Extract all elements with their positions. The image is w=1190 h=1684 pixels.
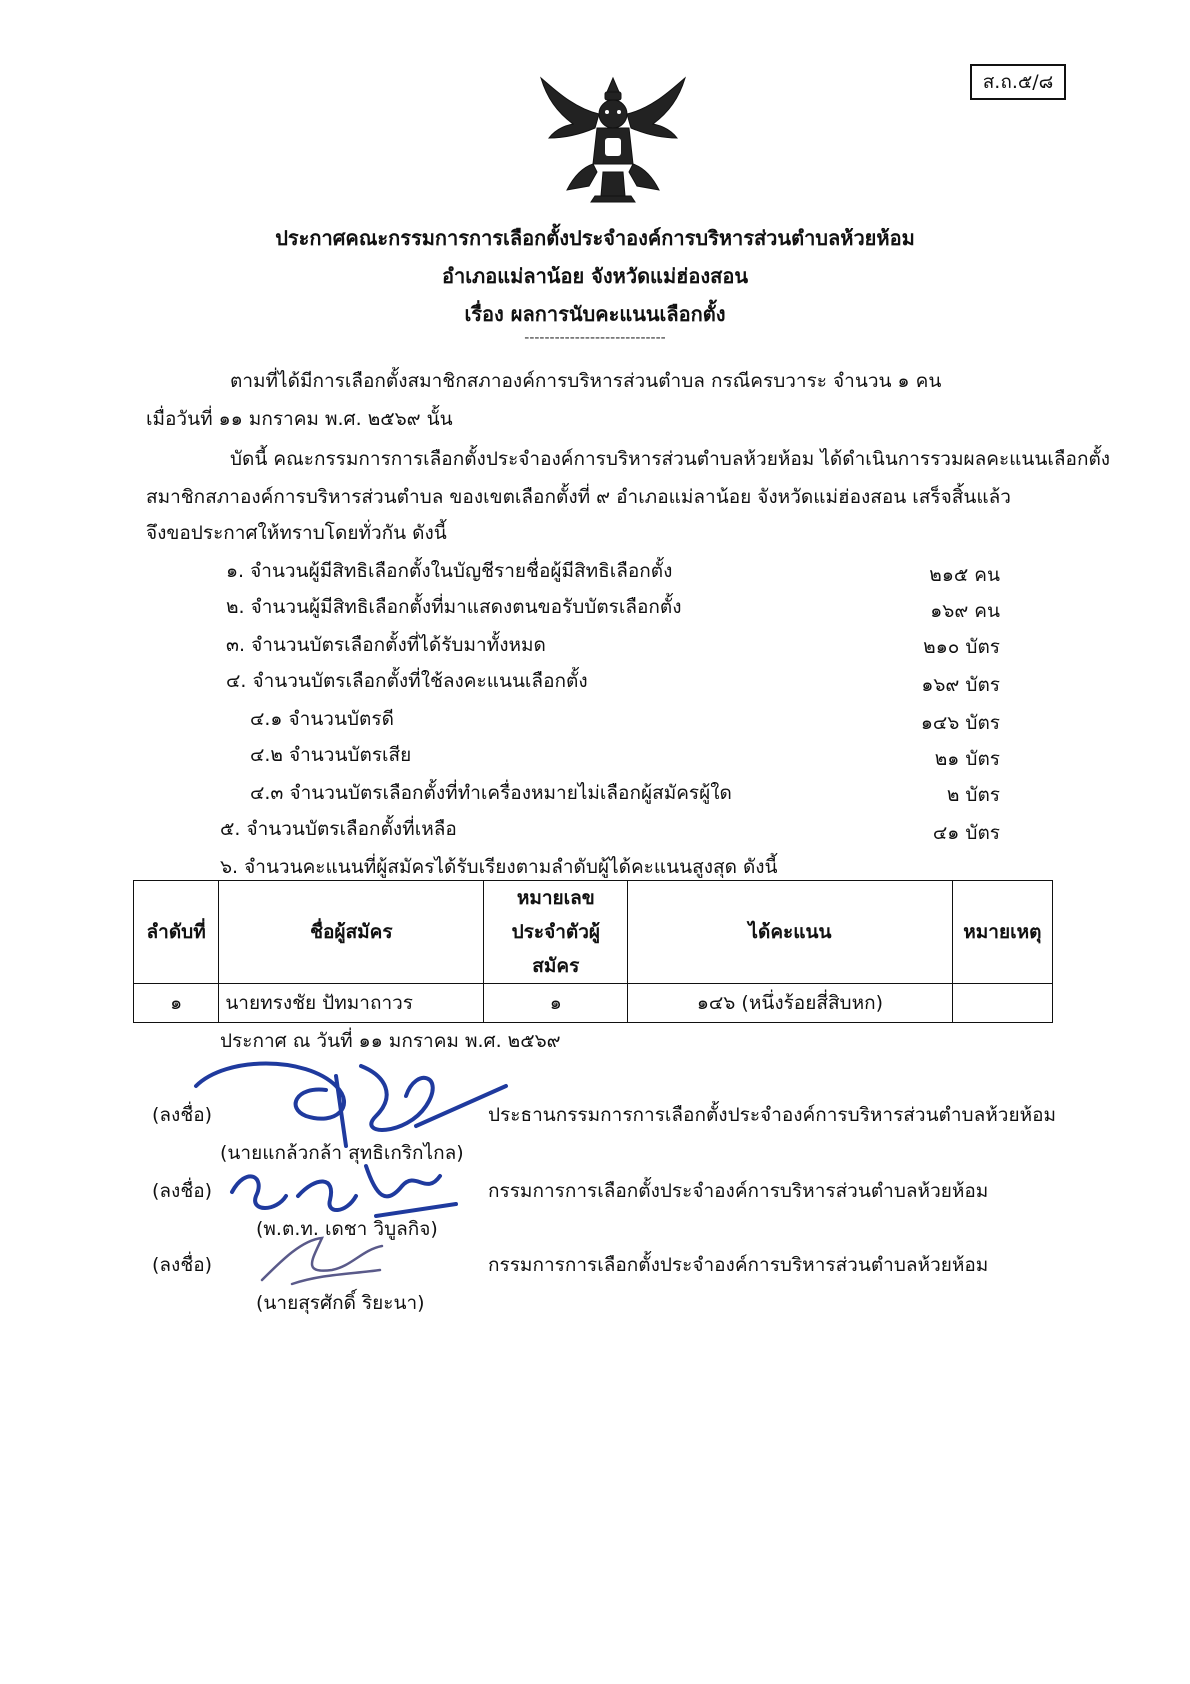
list-item-value: ๒๑ บัตร bbox=[934, 748, 1000, 770]
title-divider: ---------------------------- bbox=[524, 330, 666, 346]
list-item-value: ๒ บัตร bbox=[946, 784, 1000, 806]
intro-p1-line2: เมื่อวันที่ ๑๑ มกราคม พ.ศ. ๒๕๖๙ นั้น bbox=[146, 408, 453, 430]
signature-mark-3 bbox=[252, 1230, 392, 1290]
signer-position-3: กรรมการการเลือกตั้งประจำองค์การบริหารส่วนตำบลห้วยห้อม bbox=[488, 1254, 989, 1276]
signer-name-1: (นายแกล้วกล้า สุทธิเกริกไกล) bbox=[220, 1142, 464, 1164]
list-item-label: ๔. จำนวนบัตรเลือกตั้งที่ใช้ลงคะแนนเลือกตั้ง bbox=[226, 670, 588, 692]
table-cell-name: นายทรงชัย ปัทมาถาวร bbox=[219, 984, 484, 1023]
table-header-number-line2: ประจำตัวผู้สมัคร bbox=[511, 921, 601, 977]
intro-p1-line1: ตามที่ได้มีการเลือกตั้งสมาชิกสภาองค์การบริหารส่วนตำบล กรณีครบวาระ จำนวน ๑ คน bbox=[230, 370, 942, 392]
intro-p2-line2: สมาชิกสภาองค์การบริหารส่วนตำบล ของเขตเลือกตั้งที่ ๙ อำเภอแม่ลาน้อย จังหวัดแม่ฮ่องสอน เสร็จสิ้นแล้ว bbox=[146, 486, 1011, 508]
list-item-label: ๓. จำนวนบัตรเลือกตั้งที่ได้รับมาทั้งหมด bbox=[226, 634, 546, 656]
list-item-value: ๒๑๐ บัตร bbox=[923, 636, 1000, 658]
table-header-note: หมายเหตุ bbox=[952, 881, 1052, 984]
announcement-title-line1: ประกาศคณะกรรมการการเลือกตั้งประจำองค์การบริหารส่วนตำบลห้วยห้อม bbox=[275, 226, 915, 250]
form-code-badge: ส.ถ.๕/๘ bbox=[970, 64, 1066, 100]
list-item-label: ๔.๓ จำนวนบัตรเลือกตั้งที่ทำเครื่องหมายไม่เลือกผู้สมัครผู้ใด bbox=[250, 782, 732, 804]
list-item-value: ๑๖๙ คน bbox=[930, 600, 1000, 622]
list-item-value: ๒๑๕ คน bbox=[929, 564, 1000, 586]
list-item-label: ๖. จำนวนคะแนนที่ผู้สมัครได้รับเรียงตามลำดับผู้ได้คะแนนสูงสุด ดังนี้ bbox=[220, 856, 778, 878]
table-cell-number: ๑ bbox=[484, 984, 628, 1023]
table-row bbox=[134, 984, 1053, 1023]
table-header-name: ชื่อผู้สมัคร bbox=[219, 881, 484, 984]
list-item-value: ๔๑ บัตร bbox=[932, 822, 1000, 844]
announcement-title-line2: อำเภอแม่ลาน้อย จังหวัดแม่ฮ่องสอน bbox=[441, 264, 749, 288]
intro-p2-line3: จึงขอประกาศให้ทราบโดยทั่วกัน ดังนี้ bbox=[146, 522, 447, 544]
signer-name-2: (พ.ต.ท. เดชา วิบูลกิจ) bbox=[256, 1218, 438, 1240]
list-item-label: ๑. จำนวนผู้มีสิทธิเลือกตั้งในบัญชีรายชื่อผู้มีสิทธิเลือกตั้ง bbox=[226, 560, 673, 582]
table-header-number bbox=[484, 881, 628, 984]
intro-p2-line1: บัดนี้ คณะกรรมการการเลือกตั้งประจำองค์การบริหารส่วนตำบลห้วยห้อม ได้ดำเนินการรวมผลคะแนนเลือกตั้ง bbox=[230, 448, 1111, 470]
list-item-label: ๔.๒ จำนวนบัตรเสีย bbox=[250, 744, 412, 766]
sign-label: (ลงชื่อ) bbox=[152, 1104, 213, 1126]
table-header-order: ลำดับที่ bbox=[134, 881, 219, 984]
sign-label: (ลงชื่อ) bbox=[152, 1180, 213, 1202]
table-header-score: ได้คะแนน bbox=[628, 881, 953, 984]
signer-position-1: ประธานกรรมการการเลือกตั้งประจำองค์การบริหารส่วนตำบลห้วยห้อม bbox=[488, 1104, 1057, 1126]
table-cell-note bbox=[952, 984, 1052, 1023]
list-item-value: ๑๔๖ บัตร bbox=[920, 712, 1000, 734]
signer-position-2: กรรมการการเลือกตั้งประจำองค์การบริหารส่วนตำบลห้วยห้อม bbox=[488, 1180, 989, 1202]
announce-date: ประกาศ ณ วันที่ ๑๑ มกราคม พ.ศ. ๒๕๖๙ bbox=[220, 1030, 561, 1052]
garuda-emblem-icon bbox=[533, 68, 693, 204]
list-item-label: ๔.๑ จำนวนบัตรดี bbox=[250, 708, 394, 730]
sign-label: (ลงชื่อ) bbox=[152, 1254, 213, 1276]
table-cell-score: ๑๔๖ (หนึ่งร้อยสี่สิบหก) bbox=[628, 984, 953, 1023]
list-item-value: ๑๖๙ บัตร bbox=[921, 674, 1000, 696]
announcement-subject: เรื่อง ผลการนับคะแนนเลือกตั้ง bbox=[464, 302, 726, 326]
list-item-label: ๒. จำนวนผู้มีสิทธิเลือกตั้งที่มาแสดงตนขอรับบัตรเลือกตั้ง bbox=[226, 596, 682, 618]
signer-name-3: (นายสุรศักดิ์ ริยะนา) bbox=[256, 1292, 425, 1314]
list-item-label: ๕. จำนวนบัตรเลือกตั้งที่เหลือ bbox=[220, 818, 457, 840]
results-table bbox=[133, 880, 1053, 1023]
table-header-number-line1: หมายเลข bbox=[516, 887, 595, 909]
table-cell-order: ๑ bbox=[134, 984, 219, 1023]
